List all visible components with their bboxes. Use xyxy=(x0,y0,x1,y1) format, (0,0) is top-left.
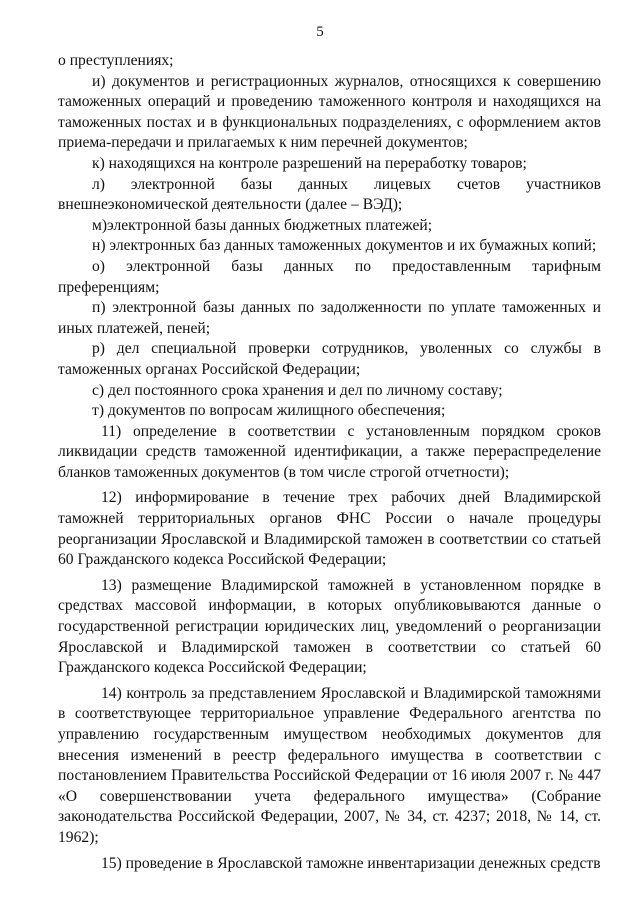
paragraph: 11) определение в соответствии с установленным порядком сроков ликвидации средств таможенной идентификации, а также перераспределение бланков таможенных документов (в том числе строгой отчетности); xyxy=(58,422,601,481)
document-body xyxy=(58,51,601,874)
paragraph: 12) информирование в течение трех рабочих дней Владимирской таможней территориальных органов ФНС России о начале процедуры реорганизации Ярославской и Владимирской таможен в соответствии со статьей 60 Гражданского кодекса Российской Федерации; xyxy=(58,489,601,569)
paragraph: 14) контроль за представлением Ярославской и Владимирской таможнями в соответствующее территориальное управление Федерального агентства по управлению государственным имуществом необходимых документов для внесения изменений в реестр федерального имущества в соответствии с постановлением Правительства Российской Федерации от 16 июля 2007 г. № 447 «О совершенствовании учета федерального имущества» (Собрание законодательства Российской Федерации, 2007, № 34, ст. 4237; 2018, № 14, ст. 1962); xyxy=(58,684,601,846)
paragraph: 13) размещение Владимирской таможней в установленном порядке в средствах массовой информации, в которых опубликовываются данные о государственной регистрации юридических лиц, уведомлений о реорганизации Ярославской и Владимирской таможен в соответствии со статьей 60 Гражданского кодекса Российской Федерации; xyxy=(58,576,601,677)
paragraph: т) документов по вопросам жилищного обеспечения; xyxy=(92,402,446,420)
paragraph: м)электронной базы данных бюджетных платежей; xyxy=(92,216,433,234)
paragraph: 15) проведение в Ярославской таможне инвентаризации денежных средств xyxy=(101,854,601,872)
paragraph: к) находящихся на контроле разрешений на переработку товаров; xyxy=(92,154,527,172)
paragraph: и) документов и регистрационных журналов, относящихся к совершению таможенных операций и проведению таможенного контроля и находящихся на таможенных постах и в функциональных подразделениях, с оформлением актов приема-передачи и прилагаемых к ним перечней документов; xyxy=(58,72,601,152)
paragraph: с) дел постоянного срока хранения и дел по личному составу; xyxy=(92,381,503,399)
paragraph: р) дел специальной проверки сотрудников, уволенных со службы в таможенных органах Российской Федерации; xyxy=(58,340,601,378)
page-number: 5 xyxy=(316,24,324,40)
paragraph: о преступлениях; xyxy=(58,52,174,69)
paragraph: л) электронной базы данных лицевых счетов участников внешнеэкономической деятельности (далее – ВЭД); xyxy=(58,175,601,214)
paragraph: п) электронной базы данных по задолженности по уплате таможенных и иных платежей, пеней; xyxy=(58,299,601,337)
paragraph: о) электронной базы данных по предоставленным тарифным преференциям; xyxy=(58,257,601,296)
paragraph: н) электронных баз данных таможенных документов и их бумажных копий; xyxy=(92,237,597,255)
